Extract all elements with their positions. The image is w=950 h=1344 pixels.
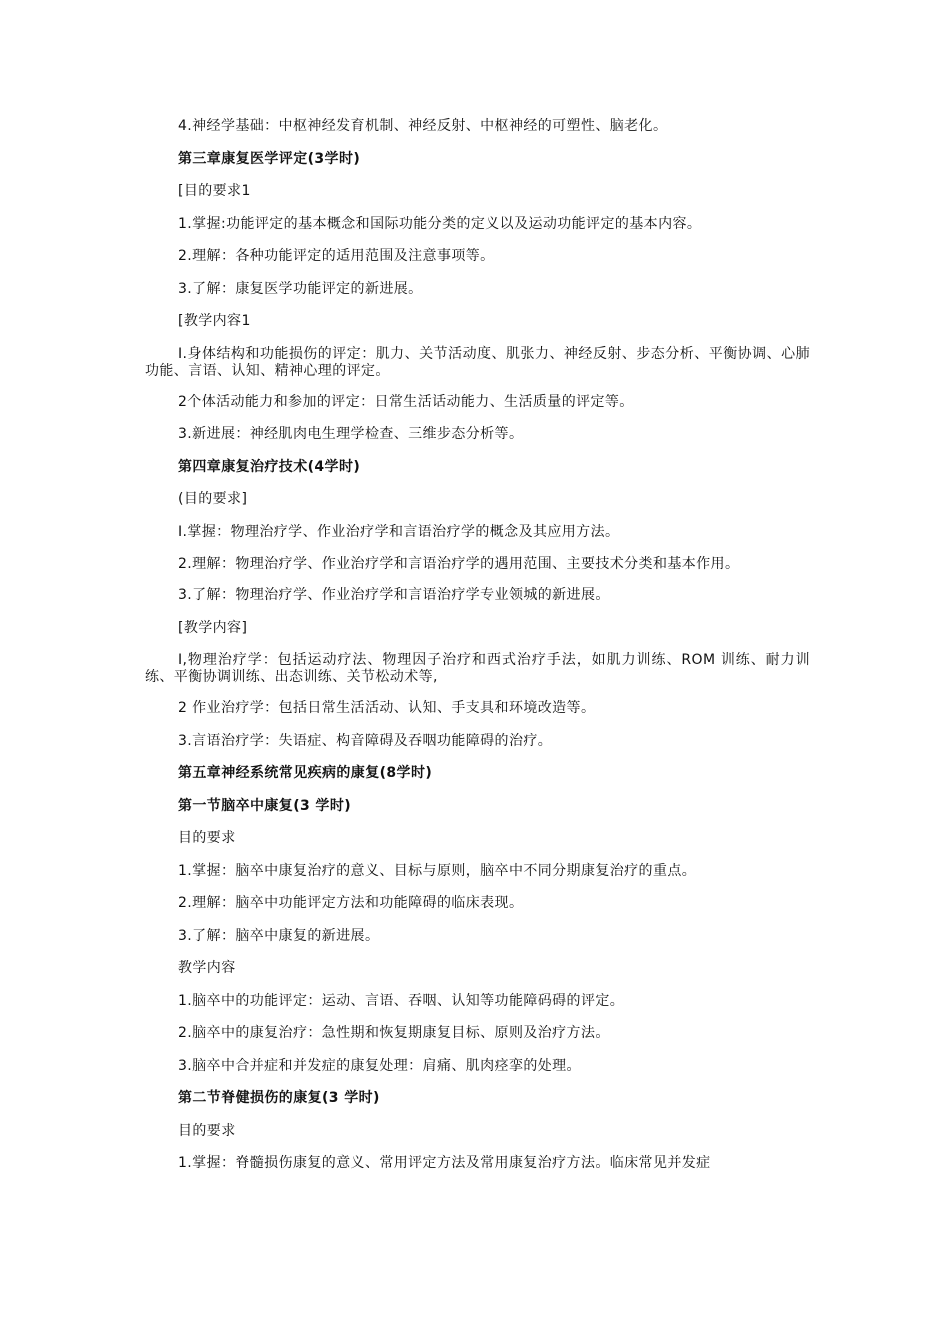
paragraph-item: 3.言语治疗学：失语症、构音障碍及吞咽功能障碍的治疗。 — [178, 732, 553, 749]
chapter-5-heading: 第五章神经系统常见疾病的康复(8学时) — [178, 765, 433, 781]
paragraph-item: 2 作业治疗学：包括日常生活活动、认知、手支具和环境改造等。 — [178, 700, 596, 716]
paragraph-item: 1.掌握:功能评定的基本概念和国际功能分类的定义以及运动功能评定的基本内容。 — [178, 215, 702, 232]
content-label: 教学内容 — [178, 960, 236, 976]
paragraph-item: 3.脑卒中合并症和并发症的康复处理：肩痛、肌肉痉挛的处理。 — [178, 1057, 581, 1074]
objectives-label: 目的要求 — [178, 830, 236, 846]
paragraph-item: 2.理解：各种功能评定的适用范围及注意事项等。 — [178, 248, 495, 264]
content-label: [教学内容] — [178, 619, 248, 636]
paragraph-item: 3.了解：物理治疗学、作业治疗学和言语治疗学专业领城的新进展。 — [178, 587, 610, 603]
chapter-3-heading: 第三章康复医学评定(3学时) — [178, 150, 361, 167]
section-2-heading: 第二节脊健损伤的康复(3 学时) — [178, 1090, 380, 1106]
paragraph-item: 3.了解：脑卒中康复的新进展。 — [178, 927, 380, 944]
paragraph-item: 2.理解：物理治疗学、作业治疗学和言语治疗学的遇用范围、主要技术分类和基本作用。 — [178, 556, 740, 572]
objectives-label: [目的要求1 — [178, 183, 251, 199]
paragraph-item: 3.新进展：神经肌肉电生理学检查、三维步态分析等。 — [178, 426, 524, 442]
objectives-label: (目的要求] — [178, 491, 248, 507]
content-label: [教学内容1 — [178, 313, 251, 329]
document-page — [145, 118, 810, 1188]
paragraph-item: 2个体活动能力和参加的评定：日常生活话动能力、生活质量的评定等。 — [178, 393, 634, 410]
paragraph-item: 1.脑卒中的功能评定：运动、言语、吞咽、认知等功能障码碍的评定。 — [178, 992, 625, 1009]
paragraph-item: 2.脑卒中的康复治疗：急性期和恢复期康复目标、原则及治疗方法。 — [178, 1025, 610, 1041]
objectives-label: 目的要求 — [178, 1122, 236, 1139]
paragraph-item: 2.理解：脑卒中功能评定方法和功能障碍的临床表现。 — [178, 895, 524, 911]
paragraph-item: 1.掌握：脊髓损伤康复的意义、常用评定方法及常用康复治疗方法。临床常见并发症 — [178, 1155, 711, 1171]
paragraph-item: I.身体结构和功能损伤的评定：肌力、关节活动度、肌张力、神经反射、步态分析、平衡协调、心肺功能、言语、认知、精神心理的评定。 — [145, 345, 810, 379]
chapter-4-heading: 第四章康复治疗技术(4学时) — [178, 458, 361, 475]
paragraph-neuro-basis: 4.神经学基础：中枢神经发育机制、神经反射、中枢神经的可塑性、脑老化。 — [178, 118, 668, 134]
paragraph-item: 1.掌握：脑卒中康复治疗的意义、目标与原则，脑卒中不同分期康复治疗的重点。 — [178, 862, 697, 879]
paragraph-item: I,物理治疗学：包括运动疗法、物理因子治疗和西式治疗手法，如肌力训练、ROM 训练、耐力训练、平衡协调训练、出态训练、关节松动术等, — [145, 652, 810, 685]
paragraph-item: I.掌握：物理治疗学、作业治疗学和言语治疗学的概念及其应用方法。 — [178, 523, 620, 540]
paragraph-item: 3.了解：康复医学功能评定的新进展。 — [178, 280, 423, 297]
section-1-heading: 第一节脑卒中康复(3 学时) — [178, 797, 352, 814]
